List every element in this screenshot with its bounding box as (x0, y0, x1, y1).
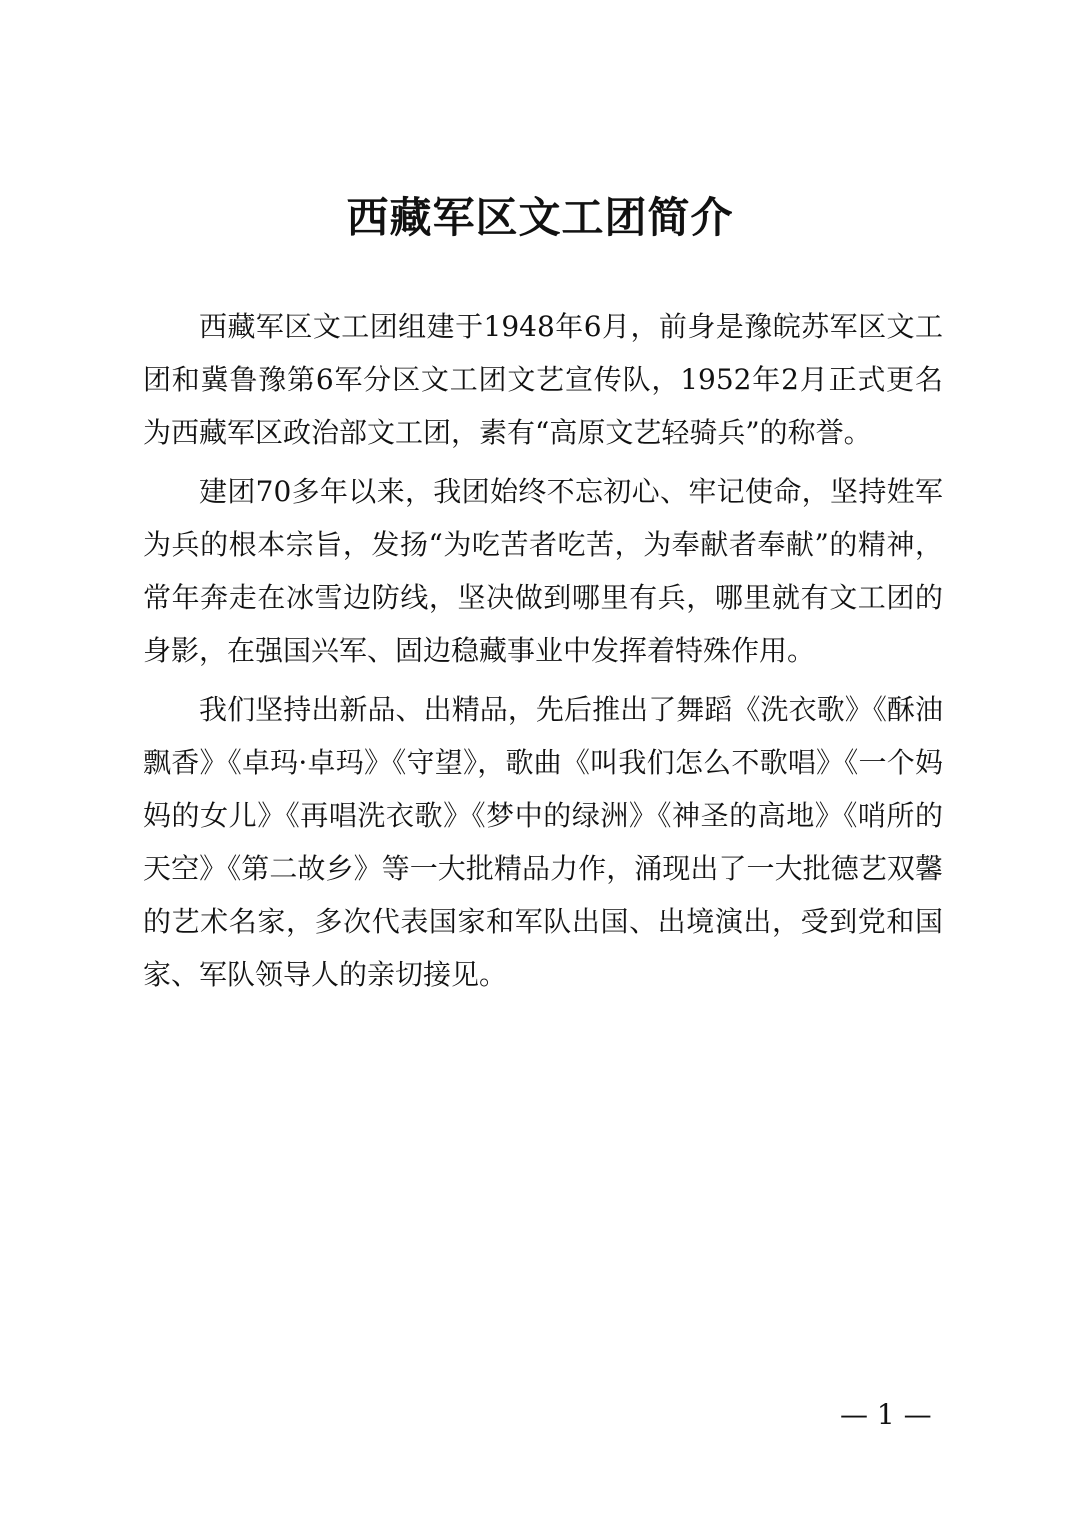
document-title: 西藏军区文工团简介 (346, 193, 734, 242)
paragraph-works: 我们坚持出新品、出精品，先后推出了舞蹈《洗衣歌》《酥油飘香》《卓玛·卓玛》《守望》，歌曲《叫我们怎么不歌唱》《一个妈妈的女儿》《再唱洗衣歌》《梦中的绿洲》《神圣的高地》《哨所的天空》《第二故乡》等一大批精品力作，涌现出了一大批德艺双馨的艺术名家，多次代表国家和军队出国、出境演出，受到党和国家、军队领导人的亲切接见。 (143, 693, 943, 991)
paragraph-history: 西藏军区文工团组建于1948年6月，前身是豫皖苏军区文工团和冀鲁豫第6军分区文工团文艺宣传队，1952年2月正式更名为西藏军区政治部文工团，素有“高原文艺轻骑兵”的称誉。 (143, 310, 943, 449)
page-number: — 1 — (840, 1398, 932, 1431)
paragraph-mission: 建团70多年以来，我团始终不忘初心、牢记使命，坚持姓军为兵的根本宗旨，发扬“为吃苦者吃苦，为奉献者奉献”的精神，常年奔走在冰雪边防线，坚决做到哪里有兵，哪里就有文工团的身影，在强国兴军、固边稳藏事业中发挥着特殊作用。 (143, 475, 943, 667)
document-body (143, 300, 943, 1007)
